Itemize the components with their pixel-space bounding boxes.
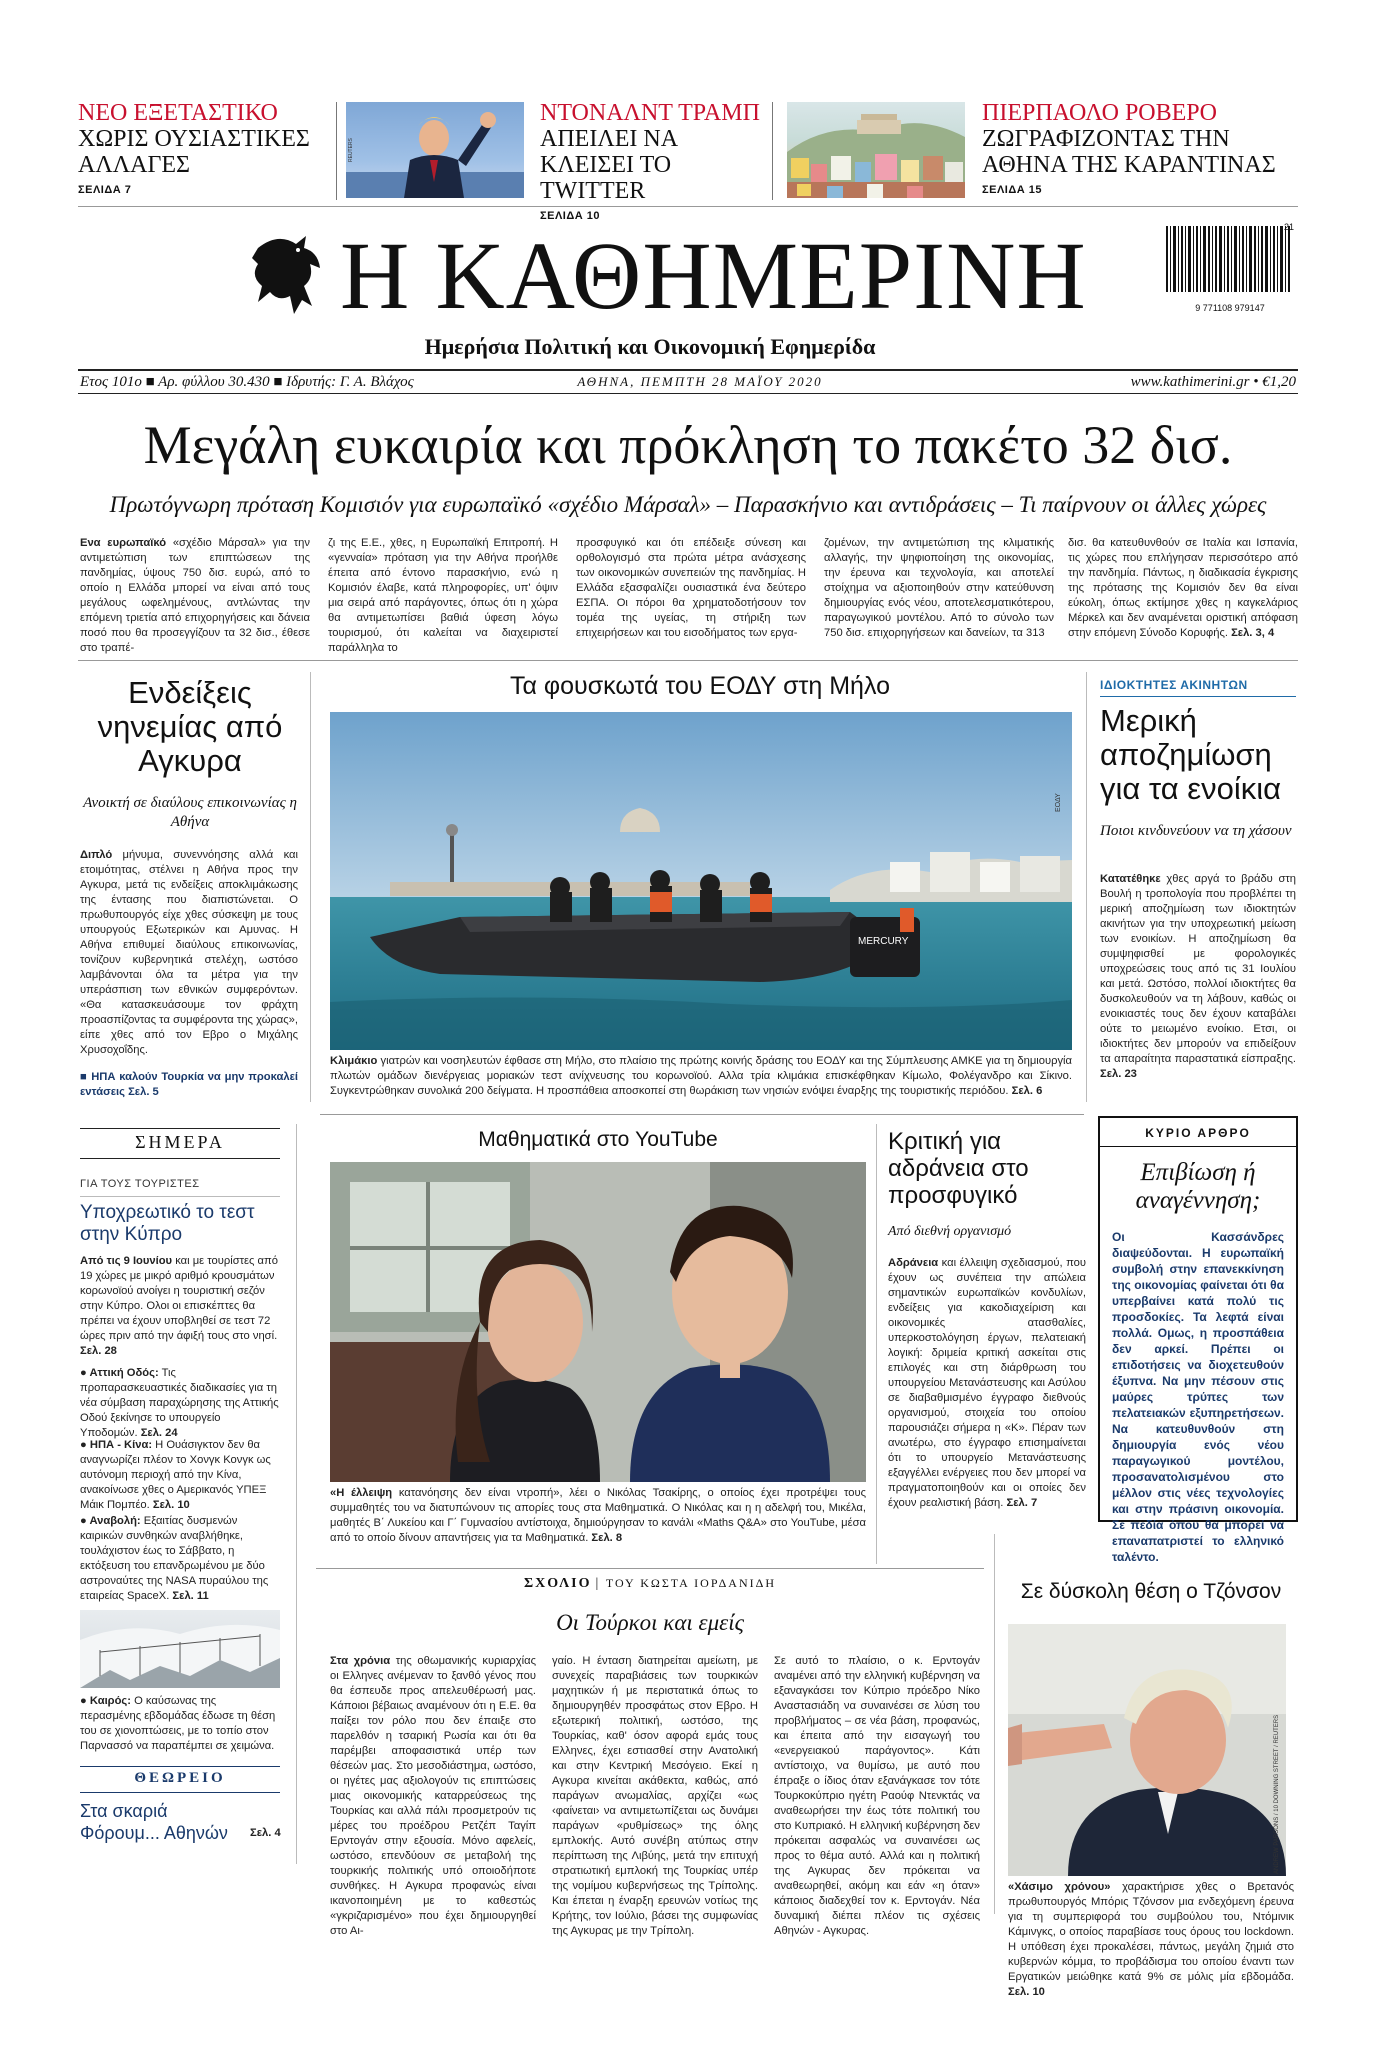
svg-text:MERCURY: MERCURY — [858, 936, 909, 947]
snow-photo — [80, 1610, 280, 1688]
griffin-logo — [248, 230, 330, 318]
teaser-kicker: ΝΤΟΝΑΛΝΤ ΤΡΑΜΠ — [540, 100, 760, 126]
teaser-headline: ΧΩΡΙΣ ΟΥΣΙΑΣΤΙΚΕΣ ΑΛΛΑΓΕΣ — [78, 126, 310, 178]
barcode-issue: 21 — [1283, 222, 1294, 232]
barcode-number: 9 771108 979147 — [1195, 303, 1265, 313]
siblings-photo — [330, 1162, 866, 1482]
info-rule-bottom — [78, 393, 1298, 394]
editorial-text: Οι Κασσάνδρες διαψεύδονται. Η ευρωπαϊκή συμβολή στην επανεκκίνηση της οικονομίας φαίνεται ότι θα υπερβαίνει κατά πολύ τις προσδοκίες. Τα λεφτά είναι πολλά. Ομως, η προσπάθεια δεν αρκεί. Πρέπει οι επιδοτήσεις να διοχετευθούν έξυπνα. Να μην πέσουν στις μαύρες τρύπες των πελατειακών εξυπηρετήσεων. Να κατευθυνθούν στη δημιουργία ενός νέου παραγωγικού μοντέλου, προσανατολισμένου στο μέλλον στις νέες τεχνολογίες και στην πράσινη οικονομία. Σε πεδία όπου θα μπορεί να επαναπατριστεί το ελληνικό ταλέντο. — [1112, 1230, 1284, 1564]
milos-title: Τα φουσκωτά του ΕΟΔΥ στη Μήλο — [510, 672, 890, 700]
divider — [1086, 672, 1087, 1102]
athens-painting — [787, 102, 965, 198]
teaser-page: ΣΕΛΙΔΑ 15 — [982, 184, 1042, 196]
johnson-caption: «Χάσιμο χρόνου» χαρακτήρισε χθες ο Βρετανός πρωθυπουργός Μπόρις Τζόνσον μια ενδεχόμενη έρευνα για τη συμπεριφορά του συμβούλου του, Ντόμινικ Κάμινγκς, ο οποίος παραβίασε τους όρους του lockdown. Η υπόθεση έχει προκαλέσει, πάντως, μεγάλη ζημιά στο κυβερνών κόμμα, το προβάδισμα του οποίου έναντι των Εργατικών μειώθηκε κατά 9% σε μόλις μία εβδομάδα. Σελ. 10 — [1008, 1881, 1294, 1998]
issue-info: Ετος 101ο ■ Αρ. φύλλου 30.430 ■ Ιδρυτής: Γ. Α. Βλάχος — [80, 374, 414, 390]
comment-label: ΣΧΟΛΙΟ — [524, 1576, 592, 1591]
youtube-caption: «Η έλλειψη κατανόησης δεν είναι ντροπή», λέει ο Νικόλας Τσακίρης, ο οποίος έχει προτρέψει τους συμμαθητές του να διατυπώνουν τις απορίες τους στα Μαθηματικά. Ο Νικόλας και η η αδελφή του, Μικέλα, μαθητές Β΄ Λυκείου και Γ΄ Γυμνασίου αντίστοιχα, δημιούργησαν το κανάλι «Maths Q&A» στο YouTube, μέσα από το οποίο δίνουν απαντήσεις για τα Μαθηματικά. Σελ. 8 — [330, 1487, 866, 1544]
weather-text: ● Καιρός: Ο καύσωνας της περασμένης εβδομάδας έδωσε τη θέση του σε χιονοπτώσεις, με το τοπίο στον Παρνασσό να παραπέμπει σε χειμώνα. — [80, 1695, 276, 1752]
top-rule — [78, 206, 1298, 207]
divider — [876, 1124, 877, 1564]
theorio-label: ΘΕΩΡΕΙΟ — [134, 1770, 226, 1786]
lead-column-3: προσφυγικό και ότι επέδειξε σύνεση και ορθολογισμό στα πρώτα μέτρα ανάσχεσης των οικονομικών συνεπειών της πανδημίας. Η Ελλάδα εξασφαλίζει ουσιαστικά ένα δεύτερο ΕΣΠΑ. Οι πόροι θα χρηματοδοτήσουν τον τομέα της υγείας, τη στήριξη των επιχειρήσεων και του εισοδήματος των εργα- — [576, 537, 806, 639]
svg-text:ΕΟΔΥ: ΕΟΔΥ — [1055, 793, 1062, 812]
attiki-text: ● Αττική Οδός: Τις προπαρασκευαστικές διαδικασίες για τη νέα σύμβαση παραχώρησης της Αττικής Οδού ξεκίνησε το υπουργείο Υποδομών. Σελ. 24 — [80, 1367, 279, 1439]
teaser-investigation[interactable] — [78, 100, 318, 196]
tourists-label: ΓΙΑ ΤΟΥΣ ΤΟΥΡΙΣΤΕΣ — [80, 1178, 200, 1190]
theorio-page: Σελ. 4 — [250, 1827, 281, 1839]
lead-column-1: Ενα ευρωπαϊκό «σχέδιο Μάρσαλ» για την αντιμετώπιση των επιπτώσεων της πανδημίας, ύψους 750 δισ. ευρώ, από το οποίο η Ελλάδα μπορεί να είναι από τους μεγάλους ωφελημένους, αντλώντας την επόμενη τριετία από επιχορηγήσεις και δάνεια ποσό που θα προσεγγίζουν τα 32 δισ., έθεσε στο τραπέ- — [80, 537, 310, 654]
milos-caption: Κλιμάκιο γιατρών και νοσηλευτών έφθασε στη Μήλο, στο πλαίσιο της πρώτης κοινής δράσης του ΕΟΔΥ και της Σύμπλευσης ΑΜΚΕ για τη δημιουργία πλωτών ομάδων διενέργειας μοριακών τεστ ανίχνευσης του κορωνοϊού. Αλλα τρία κλιμάκια επισκέφθηκαν Κίμωλο, Φολέγανδρο και Σίκινο. Συγκεντρώθηκαν συνολικά 200 δείγματα. Η προσπάθεια αποσκοπεί στη θωράκιση των νησιών ενόψει έναρξης της τουριστικής περιόδου. Σελ. 6 — [330, 1055, 1072, 1097]
refugee-headline: Κριτική για αδράνεια στο προσφυγικό — [888, 1128, 1029, 1209]
divider — [80, 1196, 280, 1197]
ankara-pointer: ■ ΗΠΑ καλούν Τουρκία να μην προκαλεί εντάσεις Σελ. 5 — [80, 1071, 298, 1098]
lead-column-4: ζομένων, την αντιμετώπιση της κλιματικής αλλαγής, την ψηφιοποίηση της οικονομίας, την έρευνα και τεχνολογία, και αποτελεί στοίχημα να αξιοποιηθούν στην κατεύθυνση δημιουργίας ενός νέου, αποτελεσματικότερου, παραγωγικού μοντέλου. Από το σύνολο των 750 δισ. επιχορηγήσεων και δανείων, τα 313 — [824, 537, 1054, 639]
teaser-page: ΣΕΛΙΔΑ 10 — [540, 210, 600, 222]
teaser-trump[interactable] — [540, 100, 770, 222]
rent-subhead: Ποιοι κινδυνεύουν να τη χάσουν — [1100, 823, 1292, 839]
theorio-rule — [80, 1766, 280, 1767]
editorial-headline: Επιβίωση ή αναγέννηση; — [1135, 1159, 1261, 1214]
ankara-headline: Ενδείξεις νηνεμίας από Αγκυρα — [97, 675, 283, 778]
comment-column-1: Στα χρόνια της οθωμανικής κυριαρχίας οι Ελληνες ανέμεναν το ξανθό γένος που θα έσπευδε προς απελευθέρωσή μας. Κάποιοι βέβαιως αναμένουν ότι η Ε.Ε. θα παίξει τον ρόλο που δεν έπαιξε στο παρελθόν η τσαρική Ρωσία και ότι θα παρέμβει αποφασιστικά υπέρ των θέσεών μας. Στο μεσοδιάστημα, ωστόσο, οι ηγέτες μας αξιολογούν τις επιπτώσεις μιας οικονομικής καταρρεύσεως της Τουρκίας και αλλά πάλι προσμετρούν τις μέρες του προέδρου Ρετζέπ Ταγίπ Ερντογάν στην εξουσία. Μόνο αφελείς, ωστόσο, επενδύουν σε μεταβολή της τουρκικής πολιτικής υπό οποιοδήποτε συνθήκες. Η Αγκυρα προφανώς είναι ικανοποιημένη με το καθεστώς «γκριζαρισμένο» που έχει δημιουργηθεί στο Αι- — [330, 1655, 536, 1937]
section-rule — [78, 660, 1298, 661]
rent-label: ΙΔΙΟΚΤΗΤΕΣ ΑΚΙΝΗΤΩΝ — [1100, 678, 1248, 692]
masthead-subtitle: Ημερήσια Πολιτική και Οικονομική Εφημερίδα — [424, 334, 876, 359]
divider — [310, 672, 311, 1102]
comment-column-3: Σε αυτό το πλαίσιο, ο κ. Ερντογάν αναμένει από την ελληνική κυβέρνηση να εξαναγκάσει τον Κύπριο πρόεδρο Νίκο Αναστασιάδη να συναινέσει σε λύση του προβλήματος – σε νέα βάση, προφανώς, και έπειτα από την εισαγωγή του «ενεργειακού παράγοντος». Κάτι αντίστοιχο, να θυμίσω, με αυτό που έπραξε ο ίδιος όταν εξανάγκασε τον τότε Τουρκοκύπριο ηγέτη Ραούφ Ντενκτάς να αναθεωρήσει την έως τότε πολιτική του στο Κυπριακό. Η ελληνική κυβέρνηση δεν πρόκειται ασφαλώς να συναινέσει ως προς το θέμα αυτό. Αλλά και η πολιτική της Αγκυρας δεν πρόκειται να αναθεωρηθεί, ακόμη και εάν «η όταν» κάποιος διαδεχθεί τον κ. Ερντογάν. Νέα δυναμική διέπει πλέον τις σχέσεις Αθηνών - Αγκυρας. — [774, 1655, 980, 1937]
info-rule-top — [78, 369, 1298, 371]
website-price: www.kathimerini.gr • €1,20 — [1130, 374, 1296, 390]
ankara-text: Διπλό μήνυμα, συνεννόησης αλλά και ετοιμότητας, στέλνει η Αθήνα προς την Αγκυρα, μετά τις ενδείξεις αποκλιμάκωσης της έντασης που διαπιστώνεται. Ο πρωθυπουργός είχε χθες σύσκεψη με τους υπουργούς Εξωτερικών και Αμυνας. Η Αθήνα επιθυμεί διαύλους επικοινωνίας, τονίζουν κυβερνητικά στελέχη, ωστόσο λαμβάνονται όλα τα μέτρα για την υπεράσπιση των εθνικών συμφερόντων. «Θα κατασκευάσουμε τον φράχτη προασπίζοντας τα συμφέροντα της χώρας», είπε χθες από τον Εβρο ο Μιχάλης Χρυσοχοΐδης. — [80, 849, 298, 1056]
lead-column-2: ζι της Ε.Ε., χθες, η Ευρωπαϊκή Επιτροπή. Η «γενναία» πρόταση για την Αθήνα προήλθε έπειτα από έντονο παρασκήνιο, ενώ η Κομισιόν έλαβε, κατά πληροφορίες, υπ' όψιν μια σειρά από παράγοντες, όπως ότι η χώρα θα αντιμετωπίσει βαθιά ύφεση λόγω τουρισμού, ότι καλείται να διαχειριστεί παράλληλα το — [328, 537, 558, 654]
today-rule — [80, 1128, 280, 1129]
refugee-text: Αδράνεια και έλλειψη σχεδιασμού, που έχουν ως συνέπεια την απώλεια σημαντικών ευρωπαϊκών κονδυλίων, ενδείξεις για κακοδιαχείριση και οικονομικές ατασθαλίες, υπερκοστολόγηση έργων, πελατειακή λογική: δριμεία κριτική ασκείται στις επιλογές και στη διάρθρωση του υπουργείου Μετανάστευσης και Ασύλου σε διαβαθμισμένο έγγραφο διεθνούς οργανισμού, στοιχεία του οποίου παρουσιάζει σήμερα η «Κ». Πέραν των ανωτέρω, στο έγγραφο επισημαίνεται ότι το υπουργείο Μετανάστευσης εξαγγέλλει ενέργειες που δεν μπορεί να πραγματοποιηθούν και οι οποίες δεν έχουν ρεαλιστική βάση. Σελ. 7 — [888, 1257, 1086, 1509]
comment-header: ΣΧΟΛΙΟ | ΤΟΥ ΚΩΣΤΑ ΙΟΡΔΑΝΙΔΗ — [524, 1576, 776, 1591]
divider — [994, 1534, 995, 1914]
svg-text:REUTERS: REUTERS — [348, 138, 354, 162]
divider — [772, 102, 773, 200]
spacex-text: ● Αναβολή: Εξαιτίας δυσμενών καιρικών συνθηκών αναβλήθηκε, τουλάχιστον έως το Σάββατο, η εκτόξευση του επανδρωμένου με δύο αστροναύτες της NASA πυραύλου της εταιρείας SpaceX. Σελ. 11 — [80, 1515, 269, 1602]
lead-in: Ενα ευρωπαϊκό — [80, 537, 167, 549]
masthead-title: Η ΚΑΘΗΜΕΡΙΝΗ — [340, 222, 1087, 329]
usa-china-text: ● ΗΠΑ - Κίνα: Η Ουάσιγκτον δεν θα αναγνωρίζει πλέον το Χονγκ Κονγκ ως αυτόνομη περιοχή από την Κίνα, ανακοίνωσε χθες ο Αμερικανός ΥΠΕΞ Μάικ Πομπέο. Σελ. 10 — [80, 1439, 271, 1511]
teaser-kicker: ΠΙΕΡΠΑΟΛΟ ΡΟΒΕΡΟ — [982, 100, 1217, 126]
rent-text: Κατατέθηκε χθες αργά το βράδυ στη Βουλή η τροπολογία που προβλέπει τη μερική αποζημίωση των ιδιοκτητών ακινήτων για την υποχρεωτική μείωση των ενοικίων. Η αποζημίωση θα συμψηφισθεί με φορολογικές υποχρεώσεις τους από τις 31 Ιουλίου και μετά. Ωστόσο, πολλοί ιδιοκτήτες θα δυσκολευθούν να τη λάβουν, καθώς οι ενοικιαστές τους δεν έχουν καταβάλει ούτε το μειωμένο ενοίκιο. Ετσι, οι ιδιοκτήτες δεν μπορούν να επιδείξουν τα απαραίτητα παραστατικά είσπραξης. Σελ. 23 — [1100, 873, 1296, 1080]
johnson-headline: Σε δύσκολη θέση ο Τζόνσον — [1020, 1580, 1282, 1603]
comment-author: ΤΟΥ ΚΩΣΤΑ ΙΟΡΔΑΝΙΔΗ — [605, 1576, 776, 1590]
comment-headline: Οι Τούρκοι και εμείς — [556, 1610, 744, 1635]
johnson-photo-credit: ANDREW PARSONS / 10 DOWNING STREET / REUTERS — [1274, 1714, 1280, 1874]
teaser-headline: ΑΠΕΙΛΕΙ ΝΑ ΚΛΕΙΣΕΙ ΤΟ TWITTER — [540, 126, 677, 204]
comment-column-2: γαίο. Η ένταση διατηρείται αμείωτη, με συνεχείς παραβιάσεις των τουρκικών μαχητικών ή με περιστατικά όπως το δημιουργηθέν προσφάτως στον Εβρο. Η εξωτερική πολιτική, ωστόσο, της Τουρκίας, καθ' όσον αφορά εμάς τους Ελληνες, έχει εστιασθεί στην Ανατολική και στην Κεντρική Μεσόγειο. Εκεί η Αγκυρα κινείται ακάθεκτα, καθώς, από παράγων ανωμαλίας, αρχίζει «ως ‹φαίνεται› να αντιμετωπίζεται ως δυνάμει παράγων «ρυθμίσεως» της όλης εμπλοκής. Αυτό συνέβη ατύπως στην περίπτωση της Λιβύης, μετά την επιτυχή στρατιωτική εμπλοκή της Τουρκίας υπέρ της νομίμου κυβερνήσεως της Τρίπολης. Και έπεται η έναρξη ερευνών νοτίως της Κρήτης, τον Ιούλιο, βάσει της συμφωνίας της Αγκυρας με την Τρίπολη. — [552, 1655, 758, 1937]
trump-photo — [346, 102, 524, 198]
comment-rule — [316, 1568, 984, 1569]
barcode — [1162, 222, 1298, 318]
date-line: ΑΘΗΝΑ, ΠΕΜΠΤΗ 28 ΜΑΪΟΥ 2020 — [577, 374, 823, 389]
johnson-photo — [1008, 1624, 1286, 1876]
lead-headline: Μεγάλη ευκαιρία και πρόκληση το πακέτο 32 δισ. — [143, 415, 1233, 475]
teaser-kicker: ΝΕΟ ΕΞΕΤΑΣΤΙΚΟ — [78, 100, 278, 126]
today-label: ΣΗΜΕΡΑ — [135, 1132, 225, 1152]
rent-headline: Μερική αποζημίωση για τα ενοίκια — [1100, 703, 1282, 806]
cyprus-headline: Υποχρεωτικό το τεστ στην Κύπρο — [80, 1202, 255, 1245]
milos-boat-photo — [330, 712, 1072, 1050]
theorio-rule — [80, 1792, 280, 1793]
teaser-page: ΣΕΛΙΔΑ 7 — [78, 184, 132, 196]
theorio-headline: Στα σκαριά Φόρουμ... Αθηνών — [80, 1801, 228, 1843]
label-rule — [1100, 696, 1296, 697]
ankara-subhead: Ανοικτή σε διαύλους επικοινωνίας η Αθήνα — [83, 795, 297, 830]
refugee-subhead: Από διεθνή οργανισμό — [888, 1224, 1012, 1239]
editorial-label: ΚΥΡΙΟ ΑΡΘΡΟ — [1145, 1126, 1251, 1140]
youtube-title: Μαθηματικά στο YouTube — [478, 1128, 718, 1151]
divider — [336, 102, 337, 200]
teaser-rovero[interactable] — [982, 100, 1312, 196]
teaser-headline: ΖΩΓΡΑΦΙΖΟΝΤΑΣ ΤΗΝ ΑΘΗΝΑ ΤΗΣ ΚΑΡΑΝΤΙΝΑΣ — [982, 126, 1276, 178]
lead-subhead: Πρωτόγνωρη πρόταση Κομισιόν για ευρωπαϊκό «σχέδιο Μάρσαλ» – Παρασκήνιο και αντιδράσεις – Τι παίρνουν οι άλλες χώρες — [109, 492, 1267, 517]
section-rule — [320, 1114, 1084, 1115]
page-ref: Σελ. 3, 4 — [1231, 627, 1275, 639]
today-rule — [80, 1158, 280, 1159]
lead-column-5: δισ. θα κατευθυνθούν σε Ιταλία και Ισπανία, τις χώρες που επλήγησαν περισσότερο από την πανδημία. Πάντως, η διαδικασία έγκρισης της πρότασης της Κομισιόν δεν θα είναι εύκολη, όπως εκτίμησε χθες η καγκελάριος Μέρκελ και δεν αναμένεται οριστική απόφαση στην επόμενη Σύνοδο Κορυφής. Σελ. 3, 4 — [1068, 537, 1298, 639]
editorial-box — [1098, 1116, 1298, 1564]
cyprus-text: Από τις 9 Ιουνίου και με τουρίστες από 19 χώρες με μικρό αριθμό κρουσμάτων κορωνοϊού ανοίγει η τουριστική σεζόν στην Κύπρο. Ολοι οι επισκέπτες θα πρέπει να έχουν υποβληθεί σε τεστ 72 ώρες πριν από την άφιξή τους στο νησί. Σελ. 28 — [80, 1255, 278, 1357]
divider — [296, 1124, 297, 1864]
